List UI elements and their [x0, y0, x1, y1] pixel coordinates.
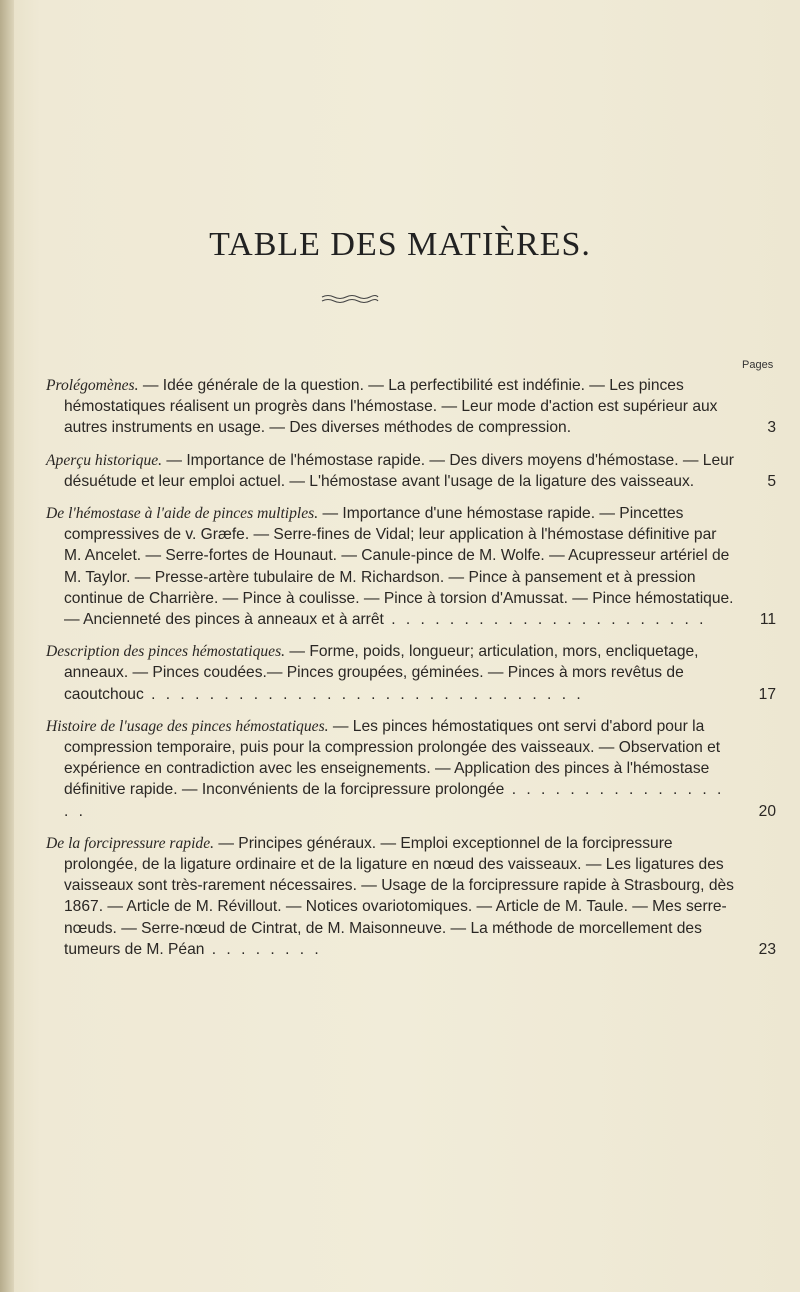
toc-entry-heading: Description des pinces hémostatiques. — [46, 643, 286, 661]
title-ornament — [320, 294, 380, 304]
toc-entry-text: — Importance d'une hémostase rapide. — Pincettes compressives de v. Græfe. — Serre-fines de Vidal; leur application à l'hémostase définitive par M. Ancelet. — Serre-fortes de Hounaut. — Canule-pince de M. Wolfe. — Acupresseur artériel de M. Taylor. — Presse-artère tubulaire de M. Richardson. — Pince à pansement et à pression continue de Charrière. — Pince à coulisse. — Pince à torsion d'Amussat. — Pince hémostatique. — Ancienneté des pinces à anneaux et à arrêt — [64, 505, 734, 629]
toc-entry-text: — Importance de l'hémostase rapide. — Des divers moyens d'hémostase. — Leur désuétude et leur emploi actuel. — L'hémostase avant l'usage de la ligature des vaisseaux. — [64, 451, 734, 490]
toc-page-number: 23 — [758, 940, 776, 958]
pages-column-label: Pages — [742, 359, 774, 371]
toc-page-number: 20 — [758, 802, 776, 820]
toc-entry-heading: Aperçu historique. — [46, 451, 163, 469]
toc-page-number: 3 — [767, 419, 776, 437]
toc-page-number: 5 — [767, 472, 776, 490]
toc-leader-dots: . . . . . . . . — [204, 940, 322, 958]
toc-entry-text: — Les pinces hémostatiques ont servi d'abord pour la compression temporaire, puis pour la compression prolongée des vaisseaux. — Observation et expérience en contradiction avec les enseignements. — Application des pinces à l'hémostase définitive rapide. — Inconvénients de la forcipressure prolongée — [64, 717, 721, 799]
toc-entry — [46, 375, 776, 439]
toc-leader-dots: . . . . . . . . . . . . . . . . . . . . . . . . . . . . . . — [143, 685, 584, 703]
table-of-contents — [46, 375, 776, 971]
toc-entry-heading: Prolégomènes. — [46, 377, 139, 394]
toc-entry-heading: Histoire de l'usage des pinces hémostatiques. — [46, 717, 329, 735]
toc-entry-heading: De l'hémostase à l'aide de pinces multiples. — [46, 505, 319, 523]
toc-entry-text: — Forme, poids, longueur; articulation, mors, encliquetage, anneaux. — Pinces coudées.— Pinces groupées, géminées. — Pinces à mors revêtus de caoutchouc — [64, 643, 699, 703]
toc-entry — [46, 450, 776, 492]
toc-entry — [46, 641, 776, 705]
page-title: TABLE DES MATIÈRES. — [209, 226, 591, 263]
toc-page-number: 17 — [758, 685, 776, 703]
page-spine-edge — [0, 0, 14, 1292]
toc-leader-dots: . . . . . . . . . . . . . . . . . . . . . . — [383, 611, 707, 629]
toc-entry — [46, 716, 776, 822]
toc-leader-dots: . . . . . . . . . . . . . . . . . — [64, 781, 725, 820]
toc-entry-text: — Principes généraux. — Emploi exceptionnel de la forcipressure prolongée, de la ligature ordinaire et de la ligature en nœud des vaisseaux. — Les ligatures des vaisseaux sont très-rarement nécessaires. — Usage de la forcipressure rapide à Strasbourg, dès 1867. — Article de M. Révillout. — Notices ovariotomiques. — Article de M. Taule. — Mes serre-nœuds. — Serre-nœud de Cintrat, de M. Maisonneuve. — La méthode de morcellement des tumeurs de M. Péan — [64, 834, 734, 958]
toc-entry-heading: De la forcipressure rapide. — [46, 834, 215, 852]
toc-entry — [46, 833, 776, 960]
toc-page-number: 11 — [759, 611, 776, 629]
toc-entry — [46, 503, 776, 630]
toc-entry-text: — Idée générale de la question. — La perfectibilité est indéfinie. — Les pinces hémostatiques réalisent un progrès dans l'hémostase. — Leur mode d'action est supérieur aux autres instruments en usage. — Des diverses méthodes de compression. — [64, 377, 718, 437]
